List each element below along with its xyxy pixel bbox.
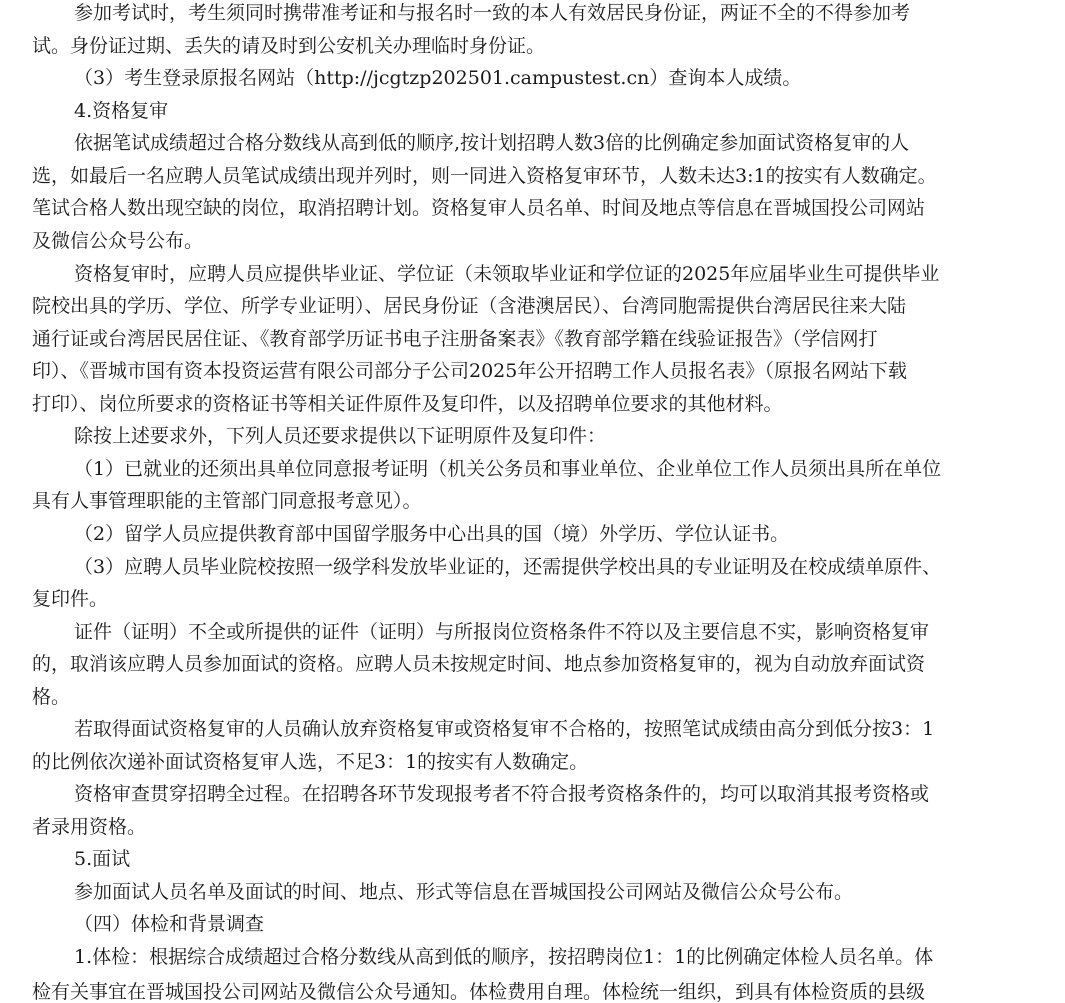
text-line: 依据笔试成绩超过合格分数线从高到低的顺序,按计划招聘人数3倍的比例确定参加面试资格复审的人 <box>74 132 910 154</box>
text-line: 参加面试人员名单及面试的时间、地点、形式等信息在晋城国投公司网站及微信公众号公布。 <box>74 881 854 903</box>
text-line: 证件（证明）不全或所提供的证件（证明）与所报岗位资格条件不符以及主要信息不实，影响资格复审 <box>74 621 930 643</box>
text-line: 通行证或台湾居民居住证、《教育部学历证书电子注册备案表》《教育部学籍在线验证报告》（学信网打 <box>32 328 878 350</box>
text-line: 格。 <box>32 686 71 708</box>
text-line: 试。身份证过期、丢失的请及时到公安机关办理临时身份证。 <box>32 35 546 57</box>
section-heading: （四）体检和背景调查 <box>74 913 265 935</box>
text-line: （1）已就业的还须出具单位同意报考证明（机关公务员和事业单位、企业单位工作人员须出具所在单位 <box>74 458 942 480</box>
text-line: 参加考试时，考生须同时携带准考证和与报名时一致的本人有效居民身份证，两证不全的不得参加考 <box>74 2 911 24</box>
text-line: 印）、《晋城市国有资本投资运营有限公司部分子公司2025年公开招聘工作人员报名表》（原报名网站下载 <box>32 360 907 382</box>
text-line: 复印件。 <box>32 588 109 610</box>
page-edge <box>1050 0 1065 1003</box>
text-line: 若取得面试资格复审的人员确认放弃资格复审或资格复审不合格的，按照笔试成绩由高分到低分按3：1 <box>74 718 935 740</box>
text-line: 除按上述要求外，下列人员还要求提供以下证明原件及复印件： <box>74 425 607 447</box>
text-line: 资格审查贯穿招聘全过程。在招聘各环节发现报考者不符合报考资格条件的，均可以取消其报考资格或 <box>74 783 930 805</box>
section-heading: 4.资格复审 <box>74 100 169 122</box>
text-line: 的比例依次递补面试资格复审人选，不足3：1的按实有人数确定。 <box>32 751 589 773</box>
text-line: 及微信公众号公布。 <box>32 230 204 252</box>
text-line: （2）留学人员应提供教育部中国留学服务中心出具的国（境）外学历、学位认证书。 <box>74 523 790 545</box>
text-line: 的，取消该应聘人员参加面试的资格。应聘人员未按规定时间、地点参加资格复审的，视为自动放弃面试资 <box>32 653 926 675</box>
text-line: 具有人事管理职能的主管部门同意报考意见）。 <box>32 490 422 512</box>
text-line: 1.体检：根据综合成绩超过合格分数线从高到低的顺序，按招聘岗位1：1的比例确定体检人员名单。体 <box>74 946 934 968</box>
text-line: 院校出具的学历、学位、所学专业证明）、居民身份证（含港澳居民）、台湾同胞需提供台湾居民往来大陆 <box>32 295 907 317</box>
text-line: 打印）、岗位所要求的资格证书等相关证件原件及复印件，以及招聘单位要求的其他材料。 <box>32 393 783 415</box>
section-heading: 5.面试 <box>74 848 131 870</box>
text-line: 资格复审时，应聘人员应提供毕业证、学位证（未领取毕业证和学位证的2025年应届毕业生可提供毕业 <box>74 263 940 285</box>
text-line: （3）应聘人员毕业院校按照一级学科发放毕业证的，还需提供学校出具的专业证明及在校成绩单原件、 <box>74 556 942 578</box>
text-line: 选，如最后一名应聘人员笔试成绩出现并列时，则一同进入资格复审环节，人数未达3:1的按实有人数确定。 <box>32 165 937 187</box>
text-line: （3）考生登录原报名网站（http://jcgtzp202501.campustest.cn）查询本人成绩。 <box>74 67 802 89</box>
text-line: 检有关事宜在晋城国投公司网站及微信公众号通知。体检费用自理。体检统一组织，到具有体检资质的县级 <box>32 981 926 1003</box>
text-line: 者录用资格。 <box>32 816 147 838</box>
text-line: 笔试合格人数出现空缺的岗位，取消招聘计划。资格复审人员名单、时间及地点等信息在晋城国投公司网站 <box>32 197 926 219</box>
